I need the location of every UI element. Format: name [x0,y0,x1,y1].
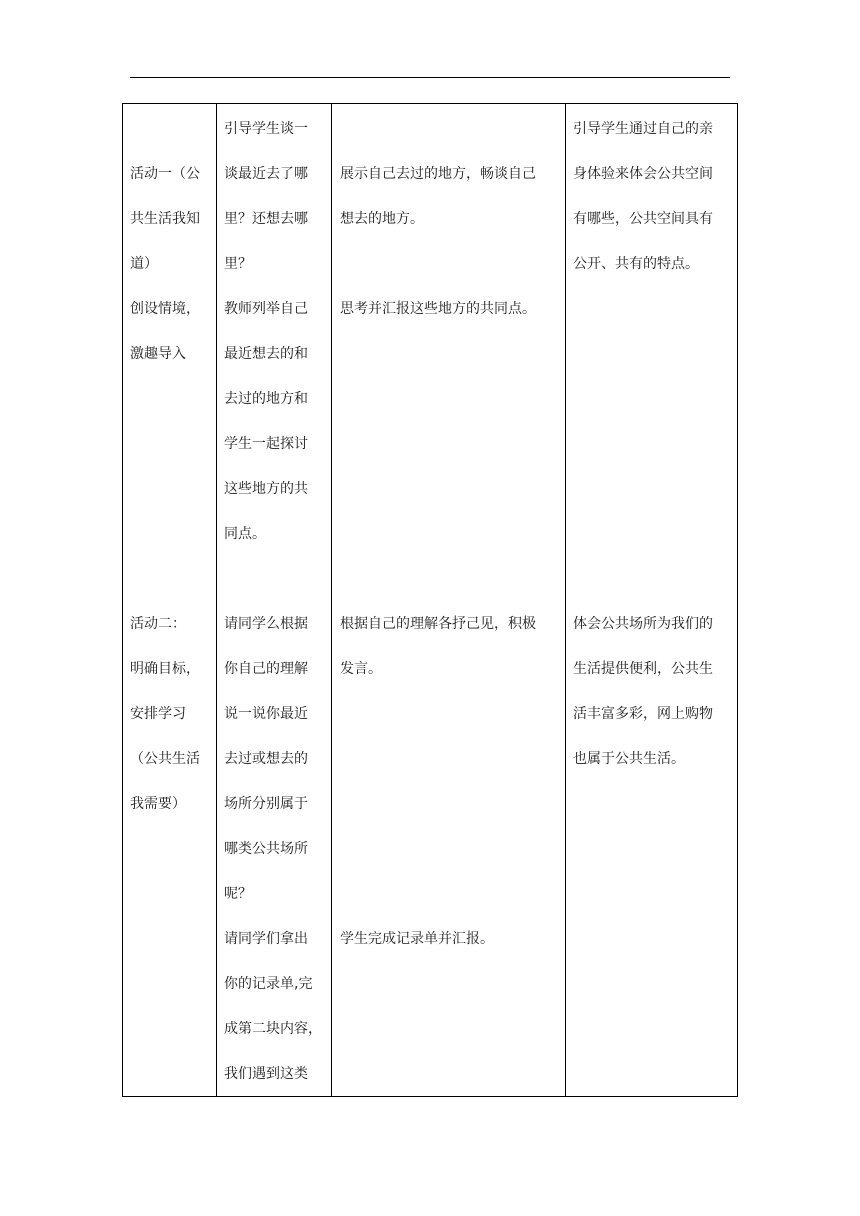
text-line: 请同学们拿出 [224,931,308,947]
text-line: 你自己的理解 [224,661,308,677]
text-line: 活丰富多彩，网上购物 [573,706,713,722]
design-intent-one-cell [573,107,713,287]
column-divider [331,104,332,1096]
text-line: 成第二块内容， [224,1021,322,1037]
text-line: 引导学生谈一 [224,121,308,137]
text-line: 创设情境， [130,301,200,317]
column-divider [216,104,217,1096]
text-line: 道） [130,256,158,272]
student-activity-two-record-cell [340,917,494,962]
text-line: 最近想去的和 [224,346,308,362]
text-line: 学生一起探讨 [224,436,308,452]
text-line: 呢？ [224,886,252,902]
text-line: 我需要） [130,796,186,812]
header-rule [130,77,730,78]
teacher-activity-one-cell [224,107,308,557]
teacher-activity-two-cell [224,602,322,1097]
text-line: 同点。 [224,526,266,542]
text-line: 身体验来体会公共空间 [573,166,713,182]
text-line: 展示自己去过的地方，畅谈自己 [340,166,536,182]
design-intent-two-cell [573,602,713,782]
text-line: 有哪些，公共空间具有 [573,211,713,227]
text-line: 明确目标， [130,661,200,677]
text-line: 公开、共有的特点。 [573,256,699,272]
text-line: 里？ [224,256,252,272]
text-line: 安排学习 [130,706,186,722]
text-line: 教师列举自己 [224,301,308,317]
text-line: 也属于公共生活。 [573,751,685,767]
student-activity-two-cell [340,602,536,692]
text-line: 你的记录单,完 [224,976,313,992]
text-line: 生活提供便利，公共生 [573,661,713,677]
activity-two-cell [130,602,200,827]
text-line: 去过的地方和 [224,391,308,407]
text-line: 想去的地方。 [340,211,424,227]
text-line: 体会公共场所为我们的 [573,616,713,632]
text-line: 发言。 [340,661,382,677]
activity-one-cell [130,152,200,377]
student-activity-one-report-cell [340,287,536,332]
column-divider [565,104,566,1096]
text-line: 去过或想去的 [224,751,308,767]
text-line: 活动一（公 [130,166,200,182]
text-line: 这些地方的共 [224,481,308,497]
text-line: 引导学生通过自己的亲 [573,121,713,137]
lesson-table [122,103,738,1097]
text-line: 场所分别属于 [224,796,308,812]
text-line: 根据自己的理解各抒己见，积极 [340,616,536,632]
text-line: 说一说你最近 [224,706,308,722]
text-line: 共生活我知 [130,211,200,227]
text-line: 请同学么根据 [224,616,308,632]
text-line: （公共生活 [130,751,200,767]
text-line: 激趣导入 [130,346,186,362]
text-line: 里？还想去哪 [224,211,308,227]
text-line: 活动二： [130,616,186,632]
text-line: 谈最近去了哪 [224,166,308,182]
student-activity-one-cell [340,152,536,242]
text-line: 思考并汇报这些地方的共同点。 [340,301,536,317]
text-line: 学生完成记录单并汇报。 [340,931,494,947]
text-line: 哪类公共场所 [224,841,308,857]
text-line: 我们遇到这类 [224,1066,308,1082]
